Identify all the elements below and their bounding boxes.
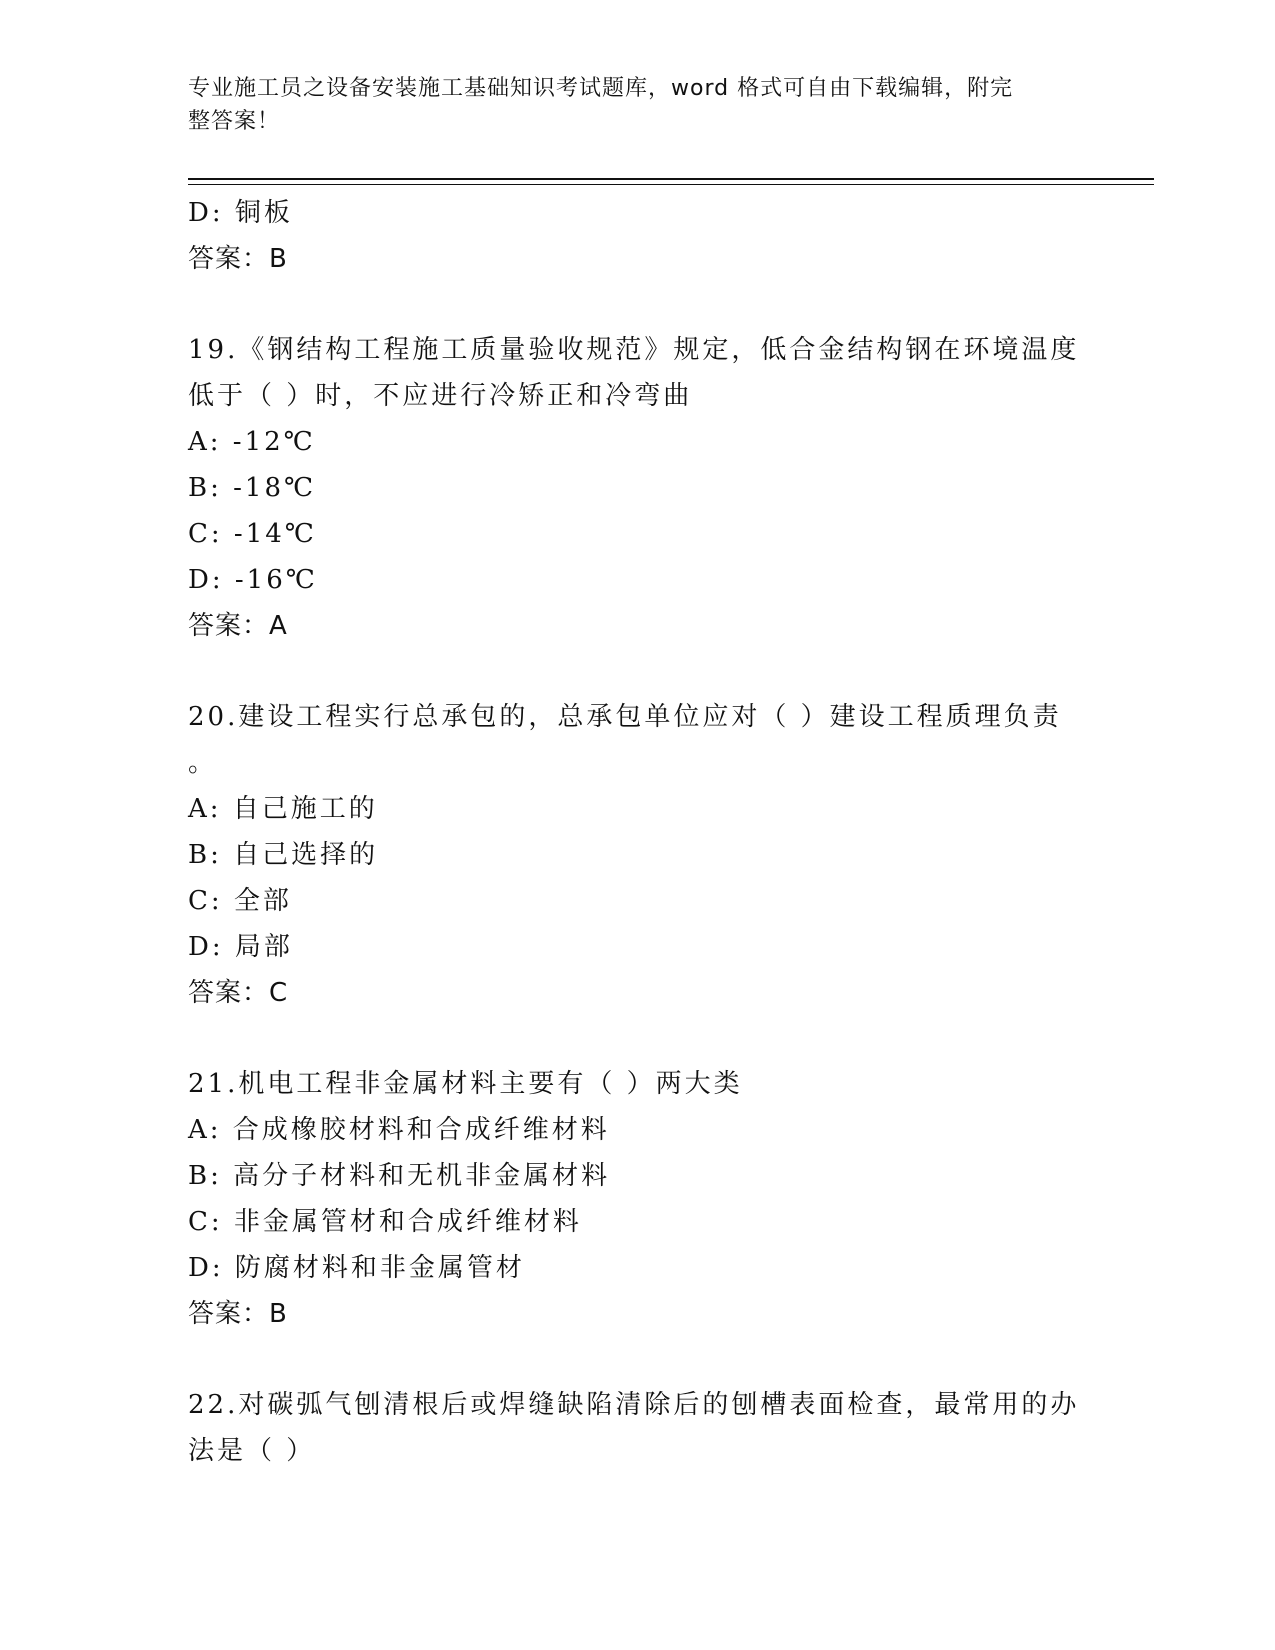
- prev-option-d: D: 铜板: [188, 198, 293, 228]
- option-c: C: 非金属管材和合成纤维材料: [188, 1207, 582, 1237]
- option-a: A: 合成橡胶材料和合成纤维材料: [188, 1115, 610, 1145]
- question-stem: 19.《钢结构工程施工质量验收规范》规定，低合金结构钢在环境温度: [188, 335, 1080, 365]
- question-content: [188, 190, 1088, 1474]
- option-a: A: 自己施工的: [188, 794, 378, 824]
- question-22: [188, 1382, 1088, 1474]
- header-line-2: 整答案！: [188, 109, 281, 134]
- answer: 答案：C: [188, 978, 289, 1008]
- option-d: D: -16℃: [188, 565, 318, 595]
- header-line-1: 专业施工员之设备安装施工基础知识考试题库，word 格式可自由下载编辑，附完: [188, 76, 1014, 101]
- header-rule-thin: [188, 184, 1154, 185]
- option-b: B: 高分子材料和无机非金属材料: [188, 1161, 611, 1191]
- question-19: [188, 327, 1088, 649]
- spacer: [188, 1337, 1088, 1382]
- answer: 答案：A: [188, 611, 288, 641]
- question-stem: 20.建设工程实行总承包的，总承包单位应对（ ）建设工程质理负责: [188, 702, 1062, 732]
- question-stem-cont: 。: [188, 748, 218, 778]
- option-b: B: 自己选择的: [188, 840, 379, 870]
- question-stem: 21.机电工程非金属材料主要有（ ）两大类: [188, 1069, 743, 1099]
- option-c: C: -14℃: [188, 519, 317, 549]
- answer: 答案：B: [188, 1299, 288, 1329]
- spacer: [188, 282, 1088, 327]
- option-d: D: 局部: [188, 932, 293, 962]
- option-d: D: 防腐材料和非金属管材: [188, 1253, 525, 1283]
- question-stem-cont: 低于（ ）时，不应进行冷矫正和冷弯曲: [188, 381, 693, 411]
- question-stem-cont: 法是（ ）: [188, 1436, 316, 1466]
- option-c: C: 全部: [188, 886, 292, 916]
- question-21: [188, 1061, 1088, 1337]
- question-stem: 22.对碳弧气刨清根后或焊缝缺陷清除后的刨槽表面检查，最常用的办: [188, 1390, 1080, 1420]
- option-a: A: -12℃: [188, 427, 316, 457]
- header-rule-thick: [188, 178, 1154, 180]
- page-header: [188, 72, 1068, 138]
- question-20: [188, 694, 1088, 1016]
- option-b: B: -18℃: [188, 473, 317, 503]
- spacer: [188, 649, 1088, 694]
- spacer: [188, 1016, 1088, 1061]
- prev-answer: 答案：B: [188, 244, 288, 274]
